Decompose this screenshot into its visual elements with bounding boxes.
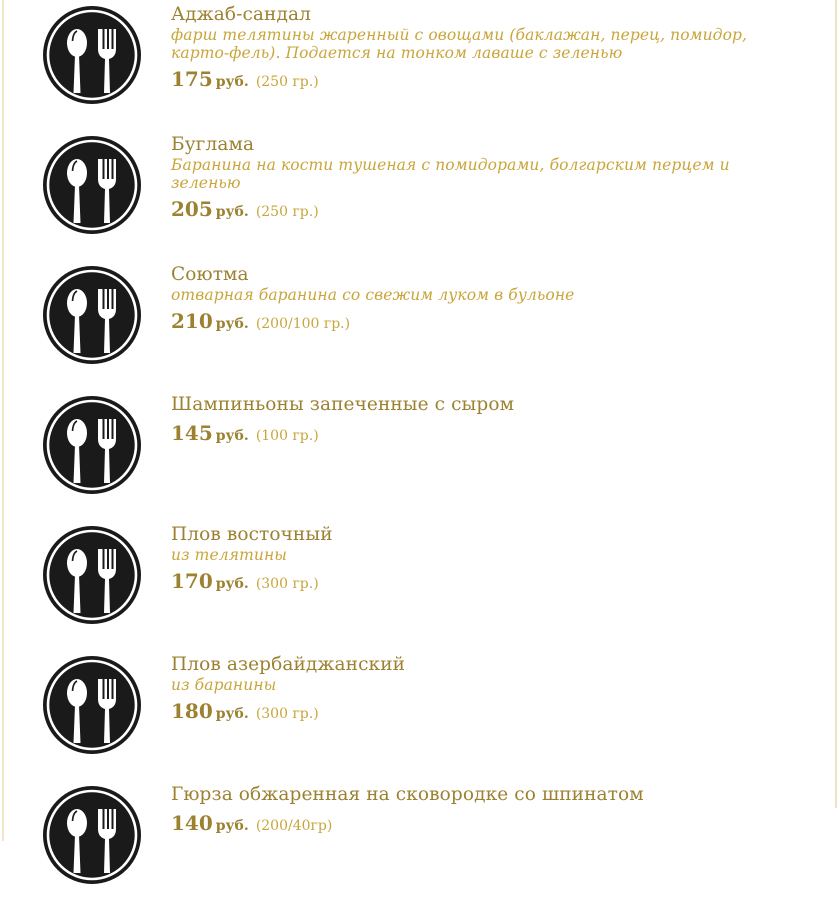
menu-item bbox=[0, 652, 838, 782]
fork-spoon-icon bbox=[42, 5, 142, 105]
menu-item bbox=[0, 782, 838, 912]
item-weight: (300 гр.) bbox=[255, 706, 319, 722]
item-title: Плов азербайджанский bbox=[171, 654, 406, 675]
item-title: Шампиньоны запеченные с сыром bbox=[171, 394, 515, 415]
item-price: 170 bbox=[171, 569, 213, 593]
menu-item-text bbox=[171, 524, 791, 595]
item-price: 180 bbox=[171, 699, 213, 723]
item-price: 145 bbox=[171, 421, 213, 445]
menu-item-text bbox=[171, 784, 791, 837]
menu-item-text bbox=[171, 394, 791, 447]
item-price: 210 bbox=[171, 309, 213, 333]
fork-spoon-icon bbox=[42, 655, 142, 755]
item-currency: руб. bbox=[215, 74, 249, 90]
fork-spoon-icon bbox=[42, 785, 142, 885]
price-row bbox=[171, 310, 791, 335]
item-description: отварная баранина со свежим луком в бульоне bbox=[171, 286, 575, 304]
price-row bbox=[171, 198, 791, 223]
price-row bbox=[171, 700, 791, 725]
item-weight: (200/100 гр.) bbox=[255, 316, 351, 332]
item-weight: (300 гр.) bbox=[255, 576, 319, 592]
menu-item-text bbox=[171, 654, 791, 725]
item-currency: руб. bbox=[215, 316, 249, 332]
item-description: Баранина на кости тушеная с помидорами, болгарским перцем и зеленью bbox=[171, 156, 730, 192]
item-title: Гюрза обжаренная на сковородке со шпинатом bbox=[171, 784, 644, 805]
item-weight: (200/40гр) bbox=[255, 818, 333, 834]
item-weight: (250 гр.) bbox=[255, 74, 319, 90]
item-description: из баранины bbox=[171, 676, 277, 694]
item-title: Аджаб-сандал bbox=[171, 4, 311, 25]
item-description: из телятины bbox=[171, 546, 287, 564]
menu-item bbox=[0, 262, 838, 392]
item-description: фарш телятины жаренный с овощами (баклажан, перец, помидор, карто-фель). Подается на тонком лаваше с зеленью bbox=[171, 26, 748, 62]
item-price: 205 bbox=[171, 197, 213, 221]
item-price: 175 bbox=[171, 67, 213, 91]
item-title: Соютма bbox=[171, 264, 249, 285]
menu-item bbox=[0, 392, 838, 522]
item-weight: (100 гр.) bbox=[255, 428, 319, 444]
item-currency: руб. bbox=[215, 576, 249, 592]
menu-item-text bbox=[171, 134, 791, 223]
item-currency: руб. bbox=[215, 706, 249, 722]
menu-item-text bbox=[171, 264, 791, 335]
item-currency: руб. bbox=[215, 818, 249, 834]
fork-spoon-icon bbox=[42, 395, 142, 495]
menu-item bbox=[0, 132, 838, 262]
item-weight: (250 гр.) bbox=[255, 204, 319, 220]
item-price: 140 bbox=[171, 811, 213, 835]
fork-spoon-icon bbox=[42, 525, 142, 625]
item-title: Плов восточный bbox=[171, 524, 333, 545]
price-row bbox=[171, 422, 791, 447]
menu-item bbox=[0, 522, 838, 652]
item-currency: руб. bbox=[215, 428, 249, 444]
menu-item bbox=[0, 2, 838, 132]
price-row bbox=[171, 570, 791, 595]
price-row bbox=[171, 812, 791, 837]
fork-spoon-icon bbox=[42, 265, 142, 365]
menu-item-text bbox=[171, 4, 791, 93]
item-currency: руб. bbox=[215, 204, 249, 220]
item-title: Буглама bbox=[171, 134, 255, 155]
price-row bbox=[171, 68, 791, 93]
fork-spoon-icon bbox=[42, 135, 142, 235]
